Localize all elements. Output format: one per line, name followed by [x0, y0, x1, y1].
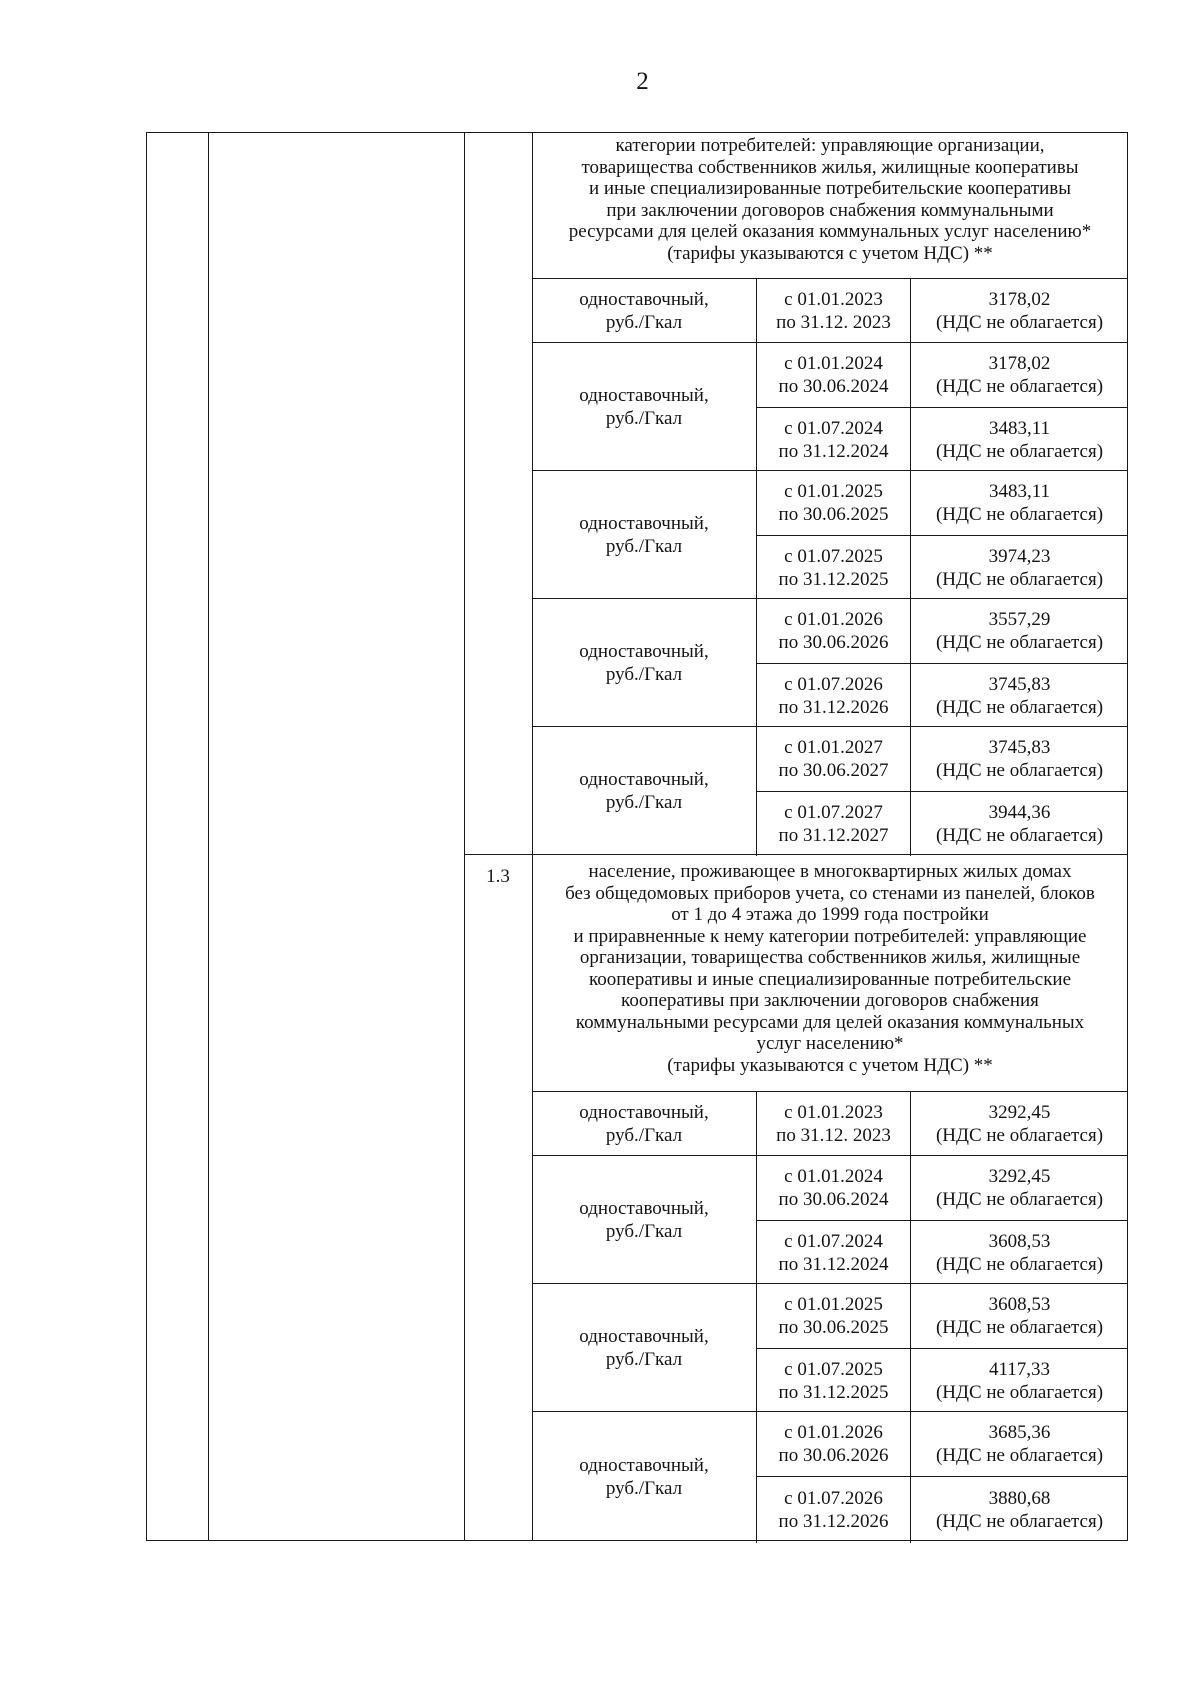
price-cell: 3745,83 (НДС не облагается)	[910, 664, 1128, 728]
tariff-group	[532, 470, 1128, 599]
price-cell: 3944,36 (НДС не облагается)	[910, 792, 1128, 856]
period-cell: с 01.07.2026 по 31.12.2026	[756, 664, 910, 728]
item-number: 1.3	[486, 866, 510, 887]
tariff-group	[532, 726, 1128, 855]
header-line: товарищества собственников жилья, жилищные кооперативы	[581, 156, 1079, 178]
rate-type-cell: одноставочный, руб./Гкал	[579, 1326, 709, 1370]
section-a-header	[532, 132, 1128, 278]
price-cell: 3483,11 (НДС не облагается)	[910, 408, 1128, 472]
price-cell: 3178,02 (НДС не облагается)	[910, 343, 1128, 407]
tariff-period-row	[756, 1220, 1128, 1285]
tariff-group	[532, 278, 1128, 343]
header-line: кооперативы и иные специализированные потребительские	[588, 968, 1072, 990]
rate-type-cell: одноставочный, руб./Гкал	[579, 385, 709, 429]
rate-type-cell: одноставочный, руб./Гкал	[579, 289, 709, 333]
rate-type-cell: одноставочный, руб./Гкал	[579, 1455, 709, 1499]
column-divider	[464, 132, 465, 1541]
tariff-group	[532, 598, 1128, 727]
period-cell: с 01.01.2025 по 30.06.2025	[756, 1284, 910, 1348]
price-cell: 3483,11 (НДС не облагается)	[910, 471, 1128, 535]
tariff-period-row	[756, 343, 1128, 407]
tariff-period-row	[756, 1476, 1128, 1543]
header-line: от 1 до 4 этажа до 1999 года постройки	[671, 904, 989, 925]
tariff-group	[532, 1283, 1128, 1412]
period-cell: с 01.01.2024 по 30.06.2024	[756, 343, 910, 407]
tariff-period-row	[756, 1348, 1128, 1413]
period-cell: с 01.01.2026 по 30.06.2026	[756, 1412, 910, 1476]
header-line: при заключении договоров снабжения коммунальными	[606, 199, 1054, 221]
period-cell: с 01.07.2026 по 31.12.2026	[756, 1477, 910, 1543]
period-cell: с 01.01.2023 по 31.12. 2023	[756, 1092, 910, 1156]
header-line: кооперативы при заключении договоров снабжения	[621, 990, 1039, 1011]
tariff-period-row	[756, 791, 1128, 856]
header-line: коммунальными ресурсами для целей оказания коммунальных	[575, 1011, 1085, 1033]
header-line: (тарифы указываются с учетом НДС) **	[667, 1054, 993, 1076]
price-cell: 3178,02 (НДС не облагается)	[910, 279, 1128, 343]
tariff-group	[532, 1411, 1128, 1542]
price-cell: 3608,53 (НДС не облагается)	[910, 1284, 1128, 1348]
header-line: без общедомовых приборов учета, со стенами из панелей, блоков	[565, 882, 1095, 904]
tariff-group	[532, 1091, 1128, 1156]
page-number: 2	[636, 68, 649, 95]
rate-type-cell: одноставочный, руб./Гкал	[579, 769, 709, 813]
period-cell: с 01.07.2025 по 31.12.2025	[756, 536, 910, 600]
tariff-group	[532, 1155, 1128, 1284]
period-cell: с 01.01.2027 по 30.06.2027	[756, 727, 910, 791]
tariff-period-row	[756, 535, 1128, 600]
price-cell: 3608,53 (НДС не облагается)	[910, 1221, 1128, 1285]
tariff-period-row	[756, 471, 1128, 535]
header-line: население, проживающее в многоквартирных жилых домах	[588, 861, 1072, 882]
period-cell: с 01.07.2025 по 31.12.2025	[756, 1349, 910, 1413]
period-cell: с 01.01.2025 по 30.06.2025	[756, 471, 910, 535]
price-cell: 3557,29 (НДС не облагается)	[910, 599, 1128, 663]
tariff-period-row	[756, 727, 1128, 791]
price-cell: 3745,83 (НДС не облагается)	[910, 727, 1128, 791]
section-b-header	[532, 855, 1128, 1091]
tariff-period-row	[756, 663, 1128, 728]
rate-type-cell: одноставочный, руб./Гкал	[579, 1102, 709, 1146]
header-line: и приравненные к нему категории потребителей: управляющие	[573, 925, 1087, 947]
rate-type-cell: одноставочный, руб./Гкал	[579, 1198, 709, 1242]
tariff-group	[532, 342, 1128, 471]
tariff-period-row	[756, 599, 1128, 663]
tariff-period-row	[756, 407, 1128, 472]
tariff-period-row	[756, 1284, 1128, 1348]
price-cell: 3292,45 (НДС не облагается)	[910, 1092, 1128, 1156]
column-divider	[208, 132, 209, 1541]
period-cell: с 01.07.2024 по 31.12.2024	[756, 1221, 910, 1285]
header-line: организации, товарищества собственников жилья, жилищные	[579, 947, 1081, 968]
tariff-period-row	[756, 1156, 1128, 1220]
price-cell: 3292,45 (НДС не облагается)	[910, 1156, 1128, 1220]
price-cell: 3685,36 (НДС не облагается)	[910, 1412, 1128, 1476]
rate-type-cell: одноставочный, руб./Гкал	[579, 513, 709, 557]
rate-type-cell: одноставочный, руб./Гкал	[579, 641, 709, 685]
period-cell: с 01.01.2024 по 30.06.2024	[756, 1156, 910, 1220]
price-cell: 3974,23 (НДС не облагается)	[910, 536, 1128, 600]
price-cell: 4117,33 (НДС не облагается)	[910, 1349, 1128, 1413]
period-cell: с 01.07.2027 по 31.12.2027	[756, 792, 910, 856]
header-line: категории потребителей: управляющие организации,	[615, 135, 1045, 156]
period-cell: с 01.07.2024 по 31.12.2024	[756, 408, 910, 472]
header-line: (тарифы указываются с учетом НДС) **	[667, 242, 993, 264]
header-line: ресурсами для целей оказания коммунальных услуг населению*	[568, 221, 1092, 242]
header-line: и иные специализированные потребительские кооперативы	[588, 178, 1072, 199]
header-line: услуг населению*	[756, 1033, 904, 1054]
price-cell: 3880,68 (НДС не облагается)	[910, 1477, 1128, 1543]
tariff-period-row	[756, 1412, 1128, 1476]
period-cell: с 01.01.2026 по 30.06.2026	[756, 599, 910, 663]
period-cell: с 01.01.2023 по 31.12. 2023	[756, 279, 910, 343]
